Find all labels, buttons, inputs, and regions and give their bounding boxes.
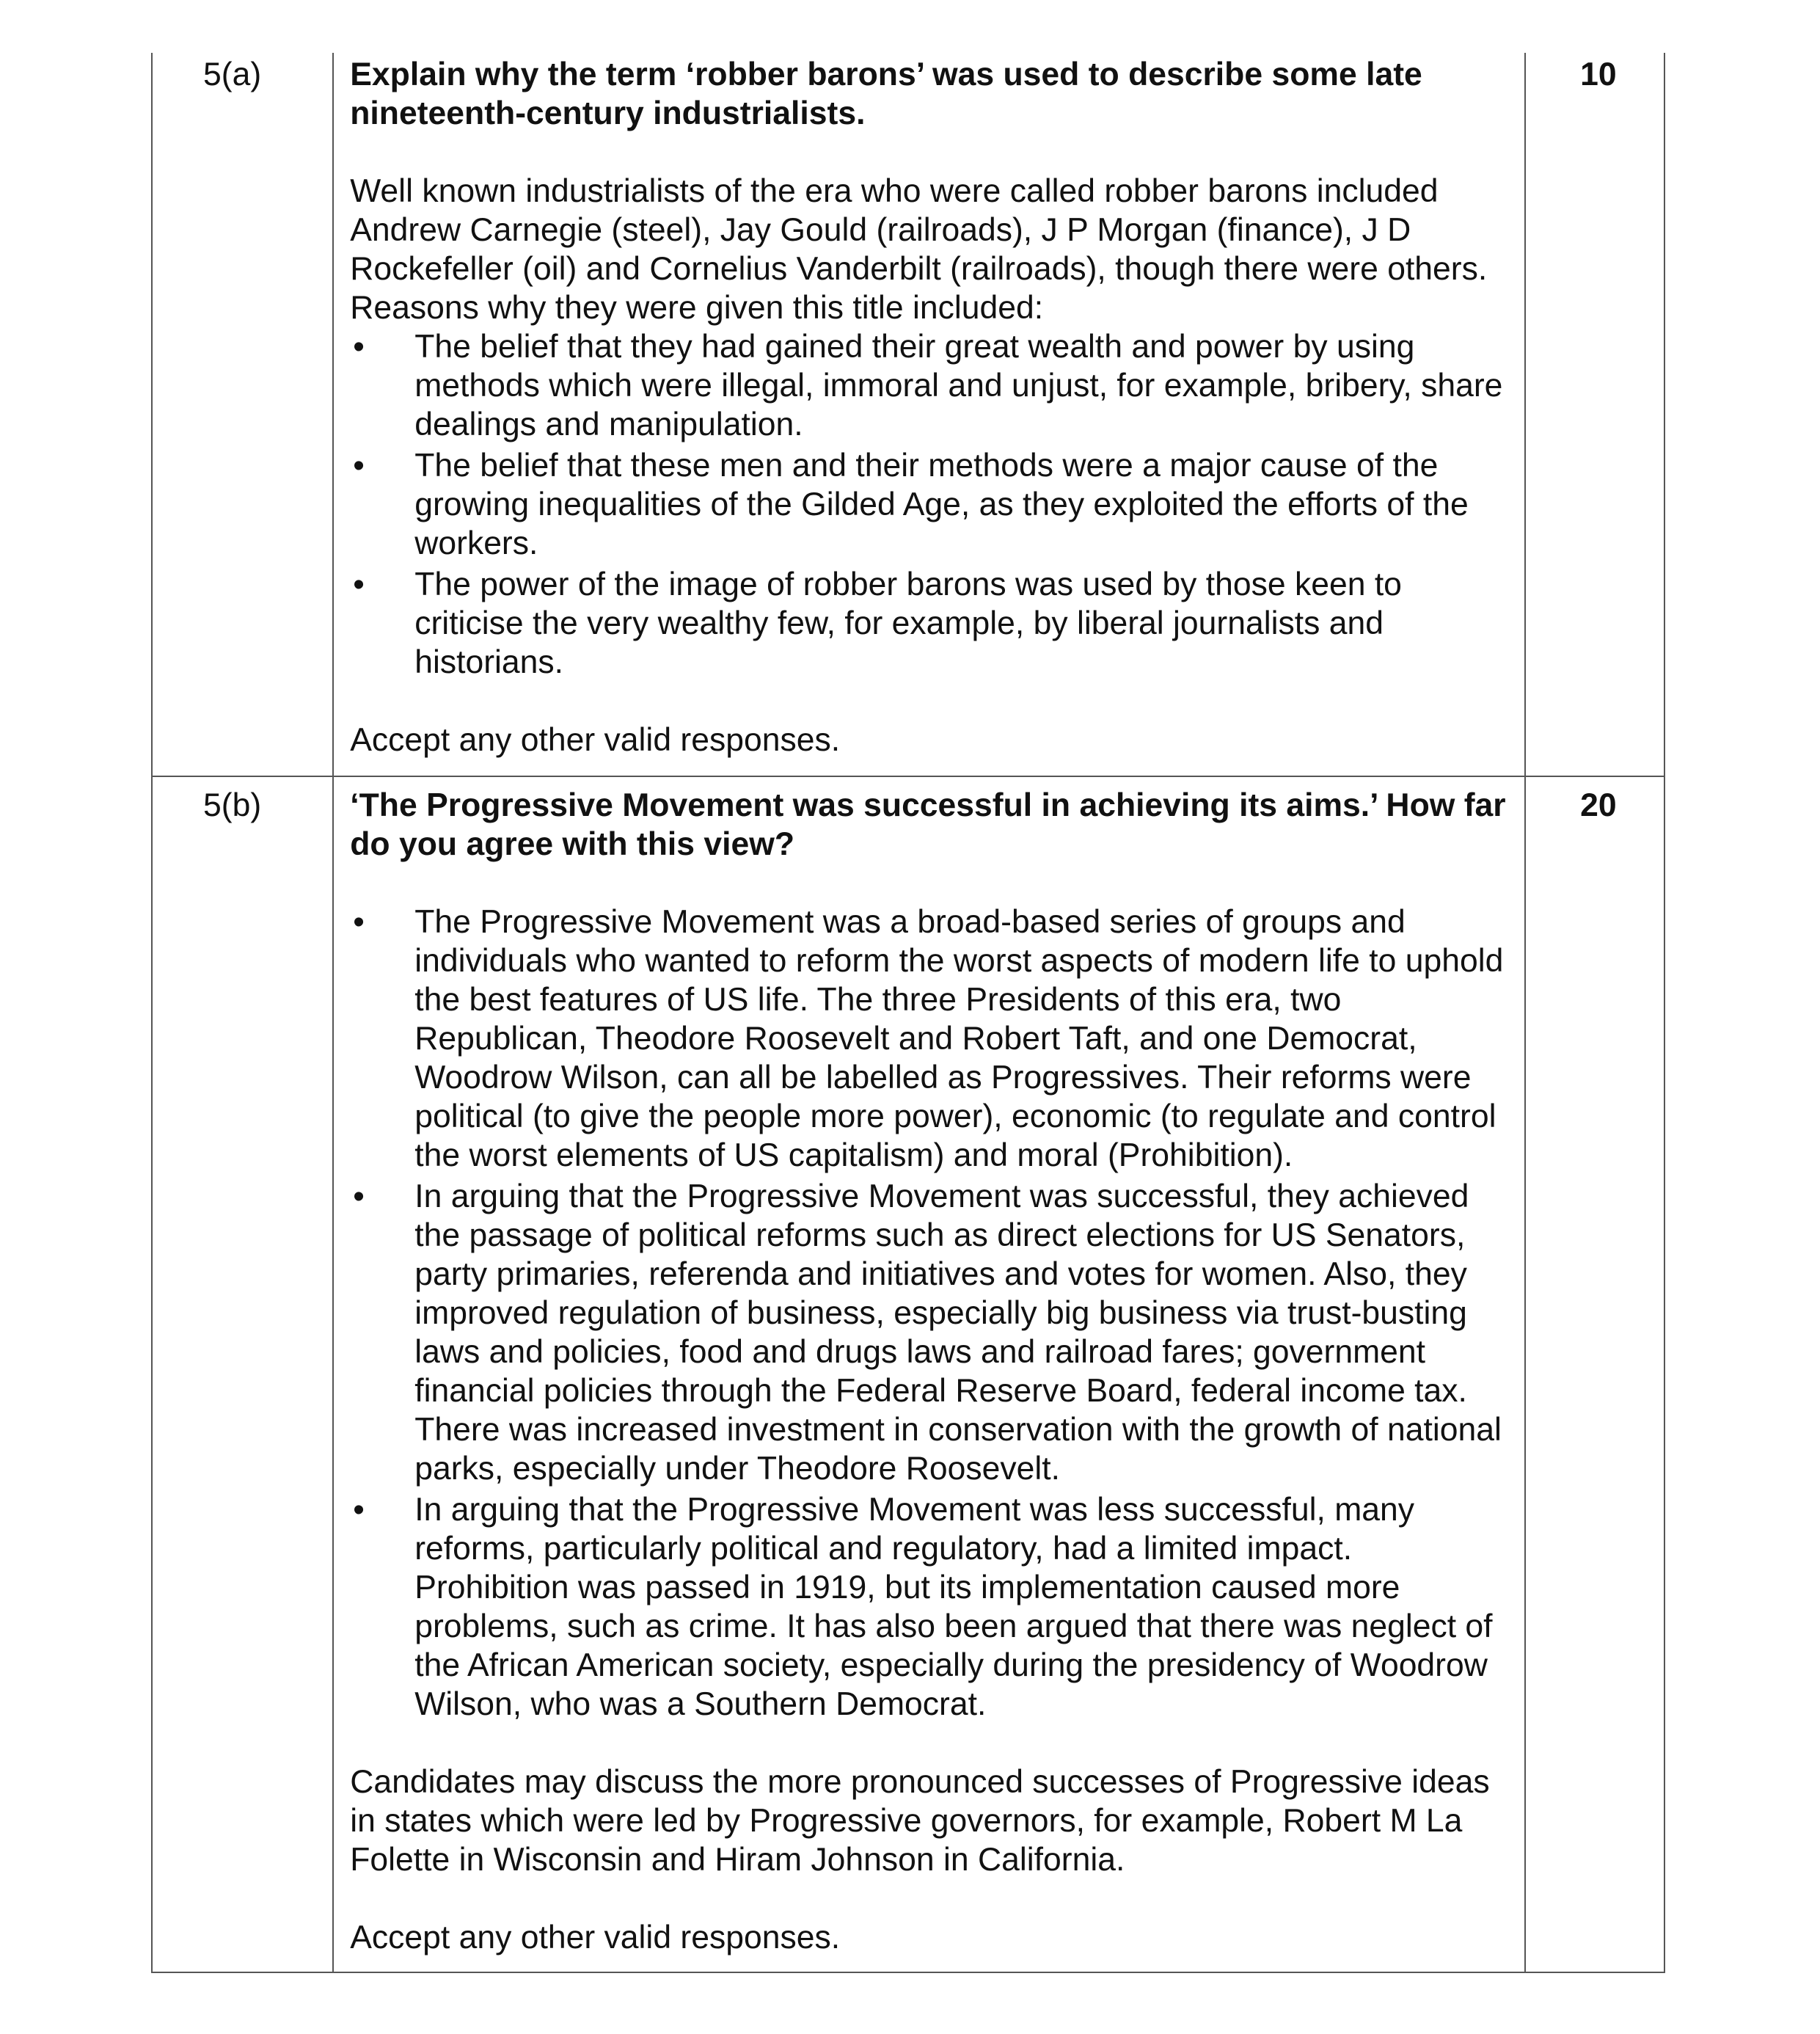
bullet-item xyxy=(350,1490,1507,1724)
question-row-5a xyxy=(152,53,1664,776)
bullet-item xyxy=(350,565,1507,682)
bullet-text: In arguing that the Progressive Movement was less successful, many reforms, particularly political and regulatory, had a limited impact. Prohibition was passed in 1919, but its implementation caused more problems, such as crime. It has also been argued that there was neglect of the African American society, especially during the presidency of Woodrow Wilson, who was a Southern Democrat. xyxy=(414,1492,1493,1722)
bullet-icon: • xyxy=(353,448,365,484)
answer-closing: Accept any other valid responses. xyxy=(350,1920,841,1955)
bullet-text: The belief that these men and their methods were a major cause of the growing inequalities of the Gilded Age, as they exploited the efforts of the workers. xyxy=(414,448,1469,561)
bullet-icon: • xyxy=(353,329,365,365)
question-text: ‘The Progressive Movement was successful in achieving its aims.’ How far do you agree with this view? xyxy=(350,787,1506,862)
answer-intro: Well known industrialists of the era who were called robber barons included Andrew Carnegie (steel), Jay Gould (railroads), J P Morgan (finance), J D Rockefeller (oil) and Cornelius Vanderbilt (railroads), though there were others. Reasons why they were given this title included: xyxy=(350,173,1488,326)
bullet-icon: • xyxy=(353,904,365,940)
question-number: 5(b) xyxy=(152,776,333,1972)
bullet-text: The Progressive Movement was a broad-based series of groups and individuals who wanted to reform the worst aspects of modern life to uphold the best features of US life. The three Presidents of this era, two Republican, Theodore Roosevelt and Robert Taft, and one Democrat, Woodrow Wilson, can all be labelled as Progressives. Their reforms were political (to give the people more power), economic (to regulate and control the worst elements of US capitalism) and moral (Prohibition). xyxy=(414,904,1504,1173)
question-number: 5(a) xyxy=(152,53,333,776)
bullet-item xyxy=(350,327,1507,444)
bullet-item xyxy=(350,1177,1507,1488)
question-row-5b xyxy=(152,776,1664,1972)
answer-extra: Candidates may discuss the more pronounced successes of Progressive ideas in states which were led by Progressive governors, for example, Robert M La Folette in Wisconsin and Hiram Johnson in California. xyxy=(350,1764,1490,1878)
bullet-icon: • xyxy=(353,1178,365,1214)
bullet-text: In arguing that the Progressive Movement was successful, they achieved the passage of political reforms such as direct elections for US Senators, party primaries, referenda and initiatives and votes for women. Also, they improved regulation of business, especially big business via trust-busting laws and policies, food and drugs laws and railroad fares; government financial policies through the Federal Reserve Board, federal income tax. There was increased investment in conservation with the growth of national parks, especially under Theodore Roosevelt. xyxy=(414,1178,1502,1487)
bullet-item xyxy=(350,903,1507,1175)
marks-value: 10 xyxy=(1525,53,1664,776)
bullet-icon: • xyxy=(353,566,365,602)
bullet-text: The belief that they had gained their great wealth and power by using methods which were illegal, immoral and unjust, for example, bribery, share dealings and manipulation. xyxy=(414,329,1503,442)
bullet-item xyxy=(350,446,1507,563)
answer-cell xyxy=(333,53,1525,776)
bullet-icon: • xyxy=(353,1492,365,1528)
answer-closing: Accept any other valid responses. xyxy=(350,722,841,758)
question-text: Explain why the term ‘robber barons’ was used to describe some late nineteenth-century industrialists. xyxy=(350,56,1422,131)
bullet-text: The power of the image of robber barons was used by those keen to criticise the very wealthy few, for example, by liberal journalists and historians. xyxy=(414,566,1402,680)
marks-value: 20 xyxy=(1525,776,1664,1972)
answer-bullets xyxy=(350,903,1507,1724)
mark-scheme-table xyxy=(151,53,1665,1973)
answer-cell xyxy=(333,776,1525,1972)
answer-bullets xyxy=(350,327,1507,682)
